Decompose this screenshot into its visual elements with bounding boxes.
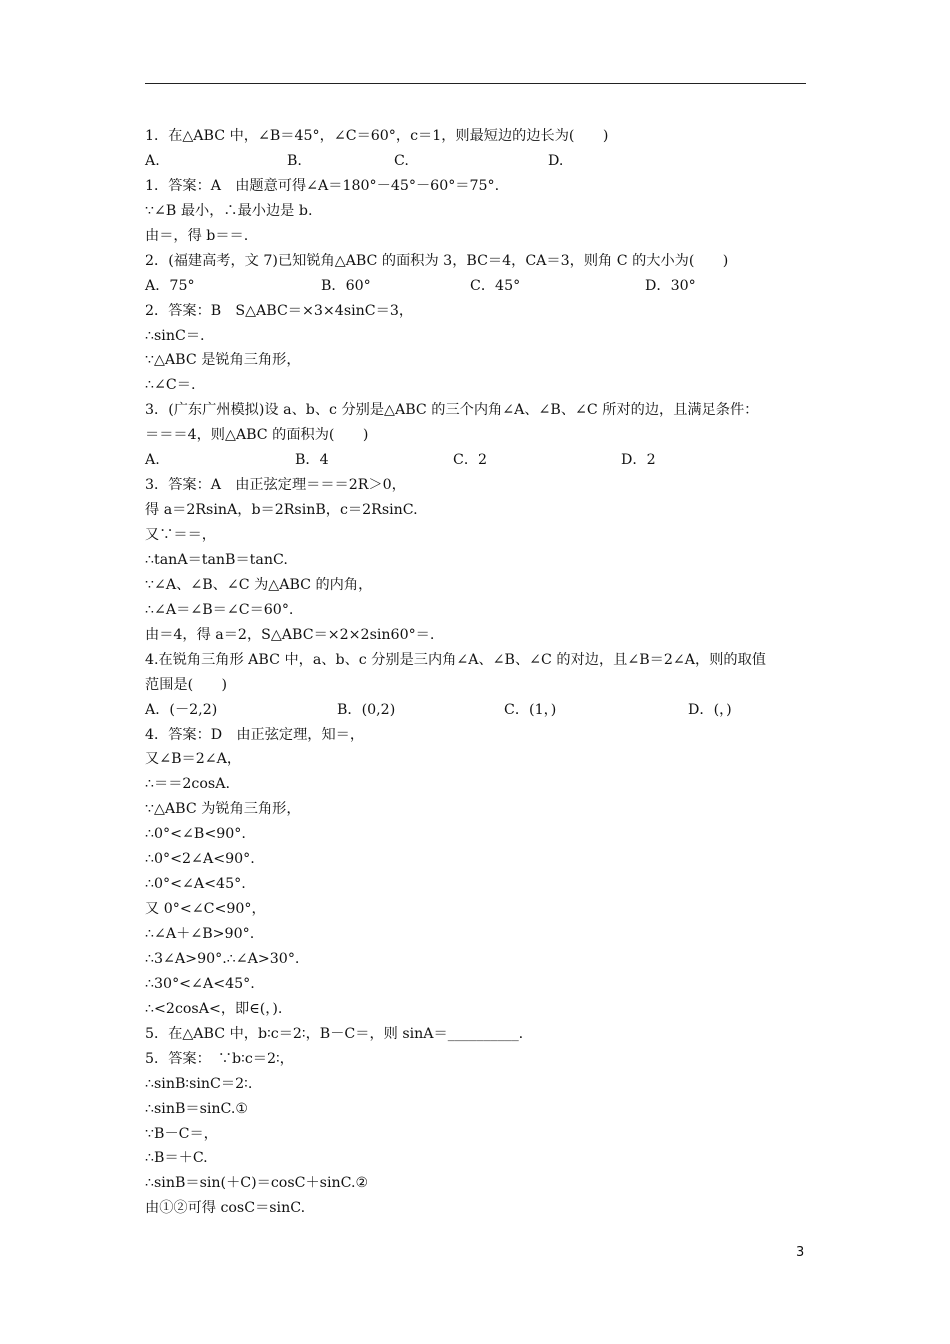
- a4-line: ∴30°<∠A<45°.: [145, 975, 255, 992]
- a3-line: 3．答案：A 由正弦定理＝＝＝2R＞0，: [145, 477, 406, 494]
- q1-stem: 1．在△ABC 中，∠B＝45°，∠C＝60°，c＝1，则最短边的边长为( ): [145, 128, 609, 144]
- q4-stem: 范围是( ): [145, 676, 228, 693]
- q4-option-c: C．(1，): [504, 701, 557, 718]
- a5-line: ∴sinB＝sinC.①: [145, 1100, 249, 1117]
- a3-line: ∴∠A＝∠B＝∠C＝60°.: [145, 601, 294, 618]
- q1-options: [145, 149, 813, 174]
- a4-line: ∴3∠A>90°.∴∠A>30°.: [145, 950, 300, 967]
- q1-option-d: D.: [548, 152, 564, 169]
- a5-line: ∵B－C＝，: [145, 1125, 218, 1142]
- a4-line: 又∠B＝2∠A，: [145, 751, 242, 768]
- a5-line: 由①②可得 cosC＝sinC.: [145, 1200, 306, 1217]
- q2-stem: 2．(福建高考，文 7)已知锐角△ABC 的面积为 3，BC＝4，CA＝3，则角 C 的大小为( ): [145, 252, 729, 269]
- a4-line: 4．答案：D 由正弦定理，知＝，: [145, 726, 365, 743]
- q4-stem: 4.在锐角三角形 ABC 中，a、b、c 分别是三内角∠A、∠B、∠C 的对边，且∠B＝2∠A，则的取值: [145, 651, 766, 668]
- a3-line: 由＝4，得 a＝2，S△ABC＝×2×2sin60°＝.: [145, 626, 435, 643]
- a4-line: ∴0°<2∠A<90°.: [145, 851, 255, 868]
- q3-stem: ＝＝＝4，则△ABC 的面积为( ): [145, 427, 369, 444]
- a4-line: ∵△ABC 为锐角三角形，: [145, 801, 301, 818]
- a1-line: 1．答案：A 由题意可得∠A＝180°－45°－60°＝75°.: [145, 177, 500, 194]
- q2-option-c: C．45°: [470, 277, 521, 294]
- q2-options: [145, 274, 813, 299]
- q3-option-c: C．2: [453, 452, 488, 469]
- a4-line: ∴＝＝2cosA.: [145, 776, 230, 793]
- page-number: 3: [796, 1245, 805, 1260]
- q3-options: [145, 448, 813, 473]
- a5-line: 5．答案： ∵b∶c＝2∶，: [145, 1050, 294, 1067]
- a3-line: 又∵＝＝，: [145, 527, 216, 543]
- q5-stem: 5．在△ABC 中，b∶c＝2∶，B－C＝，则 sinA＝__________.: [145, 1025, 524, 1042]
- a2-line: ∵△ABC 是锐角三角形，: [145, 352, 301, 369]
- document-body: [145, 124, 813, 1221]
- q3-option-d: D．2: [621, 452, 656, 469]
- a2-line: ∴∠C＝.: [145, 377, 196, 394]
- a5-line: ∴B＝＋C.: [145, 1150, 208, 1167]
- a4-line: ∴0°<∠B<90°.: [145, 826, 246, 843]
- a2-line: 2．答案：B S△ABC＝×3×4sinC＝3，: [145, 302, 414, 319]
- q3-option-a: A.: [145, 452, 160, 469]
- q1-option-b: B.: [287, 152, 302, 169]
- header-rule: [145, 83, 806, 84]
- q1-option-a: A.: [145, 152, 160, 169]
- q3-option-b: B．4: [295, 452, 329, 469]
- a3-line: 得 a＝2RsinA，b＝2RsinB，c＝2RsinC.: [145, 502, 418, 519]
- q3-stem: 3．(广东广州模拟)设 a、b、c 分别是△ABC 的三个内角∠A、∠B、∠C 所对的边，且满足条件：: [145, 402, 759, 419]
- a4-line: 又 0°<∠C<90°，: [145, 901, 266, 918]
- q2-option-a: A．75°: [145, 277, 195, 294]
- a2-line: ∴sinC＝.: [145, 327, 205, 344]
- q2-option-d: D．30°: [645, 277, 696, 294]
- a3-line: ∴tanA＝tanB＝tanC.: [145, 551, 288, 568]
- q4-option-d: D．(，): [688, 701, 732, 718]
- a5-line: ∴sinB∶sinC＝2∶.: [145, 1075, 253, 1092]
- q4-option-a: A．(－2,2): [145, 701, 218, 718]
- a1-line: ∵∠B 最小，∴最小边是 b.: [145, 202, 313, 219]
- a4-line: ∴∠A＋∠B>90°.: [145, 926, 255, 942]
- a3-line: ∵∠A、∠B、∠C 为△ABC 的内角，: [145, 576, 373, 593]
- q2-option-b: B．60°: [321, 277, 371, 294]
- a5-line: ∴sinB＝sin(＋C)＝cosC＋sinC.②: [145, 1175, 369, 1192]
- q1-option-c: C.: [394, 152, 409, 169]
- a1-line: 由＝，得 b＝＝.: [145, 227, 249, 244]
- q4-options: [145, 698, 813, 723]
- a4-line: ∴0°<∠A<45°.: [145, 876, 246, 893]
- q4-option-b: B．(0,2): [337, 701, 396, 718]
- a4-line: ∴<2cosA<，即∈(，).: [145, 1000, 283, 1017]
